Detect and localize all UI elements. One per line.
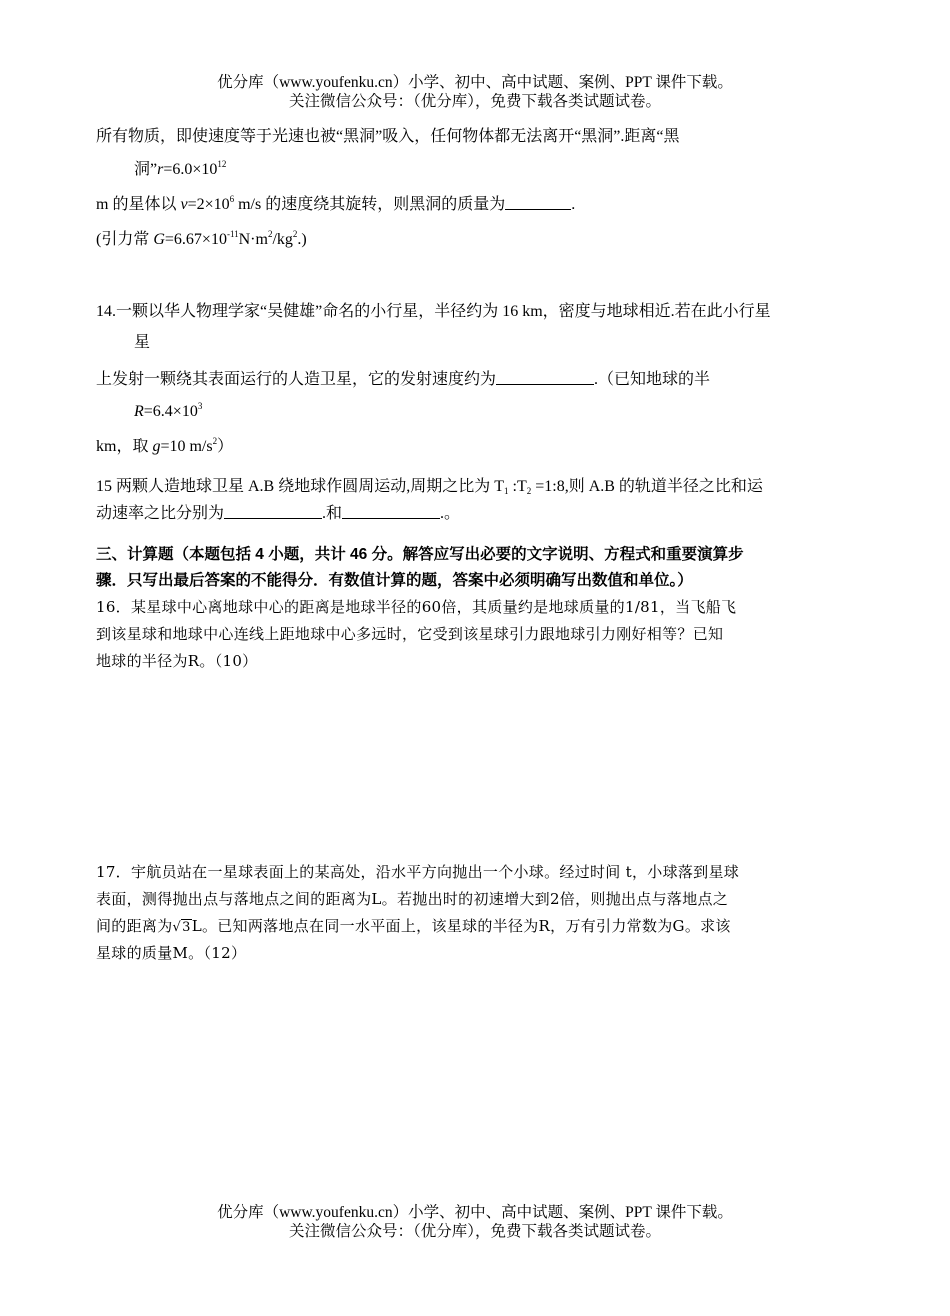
footer-line-1: 优分库（www.youfenku.cn）小学、初中、高中试题、案例、PPT 课件下载。 xyxy=(217,1204,733,1221)
answer-blank[interactable] xyxy=(505,194,571,210)
q17-line-3: 间的距离为√3L。已知两落地点在同一水平面上，该星球的半径为R，万有引力常数为G。求该 xyxy=(96,916,731,938)
header-line-2: 关注微信公众号：（优分库），免费下载各类试题试卷。 xyxy=(288,93,661,110)
q14-line-5: km，取 g=10 $m/s^2$） xyxy=(96,436,234,455)
q15-line-2: 动速率之比分别为 .和 .。 xyxy=(96,505,461,522)
footer-line-2: 关注微信公众号：（优分库），免费下载各类试题试卷。 xyxy=(288,1223,661,1240)
sqrt-3: √3 xyxy=(172,920,191,935)
q17-line-2: 表面，测得抛出点与落地点之间的距离为L。若抛出时的初速增大到2倍，则抛出点与落地点之 xyxy=(96,890,729,908)
q16-line-3: 地球的半径为R。（10） xyxy=(96,652,258,670)
q13-line-2: 洞$”r=6.0\times 10^{12}$ xyxy=(134,159,227,178)
q16-line-1: 16．某星球中心离地球中心的距离是地球半径的60倍，其质量约是地球质量的1/81，当飞船飞 xyxy=(96,598,737,616)
page-header xyxy=(0,73,950,111)
q15-line-1: 15 两颗人造地球卫星 A.B 绕地球作圆周运动,周期之比为 $T_1$ $:T_2$ =1:8,则 A.B 的轨道半径之比和运 xyxy=(96,478,763,496)
answer-blank[interactable] xyxy=(224,503,322,519)
section-3-heading-line-1: 三、计算题（本题包括 4 小题，共计 46 分。解答应写出必要的文字说明、方程式和重要演算步 xyxy=(96,546,744,563)
q13-line-4: (引力常 $G=6.67\times 10^{-11}N\cdot m^2/kg^2$.) xyxy=(96,229,307,248)
q17-line-4: 星球的质量M。（12） xyxy=(96,944,247,962)
q14-line-3: 上发射一颗绕其表面运行的人造卫星，它的发射速度约为 .（已知地球的半 xyxy=(96,371,711,388)
q17-line-1: 17．宇航员站在一星球表面上的某高处，沿水平方向抛出一个小球。经过时间 t，小球落到星球 xyxy=(96,863,740,881)
header-line-1: 优分库（www.youfenku.cn）小学、初中、高中试题、案例、PPT 课件下载。 xyxy=(217,74,733,91)
q13-line-3: m 的星体以 $v=2\times 10^6$ m/s 的速度绕其旋转，则黑洞的质量为 . xyxy=(96,194,576,213)
answer-blank[interactable] xyxy=(496,369,594,385)
q16-line-2: 到该星球和地球中心连线上距地球中心多远时，它受到该星球引力跟地球引力刚好相等？已知 xyxy=(96,625,724,643)
q14-line-1: 14.一颗以华人物理学家“吴健雄”命名的小行星，半径约为 16 km，密度与地球相近.若在此小行星 xyxy=(96,303,771,320)
q13-line-1: 所有物质，即使速度等于光速也被“黑洞”吸入，任何物体都无法离开“黑洞”.距离“黑 xyxy=(96,128,680,145)
section-3-heading-line-2: 骤．只写出最后答案的不能得分．有数值计算的题，答案中必须明确写出数值和单位。） xyxy=(96,572,693,589)
q14-line-4: $R=6.4\times 10^3$ xyxy=(134,401,203,420)
q14-line-2: 星 xyxy=(134,334,151,351)
answer-blank[interactable] xyxy=(342,503,440,519)
page-footer xyxy=(0,1203,950,1241)
